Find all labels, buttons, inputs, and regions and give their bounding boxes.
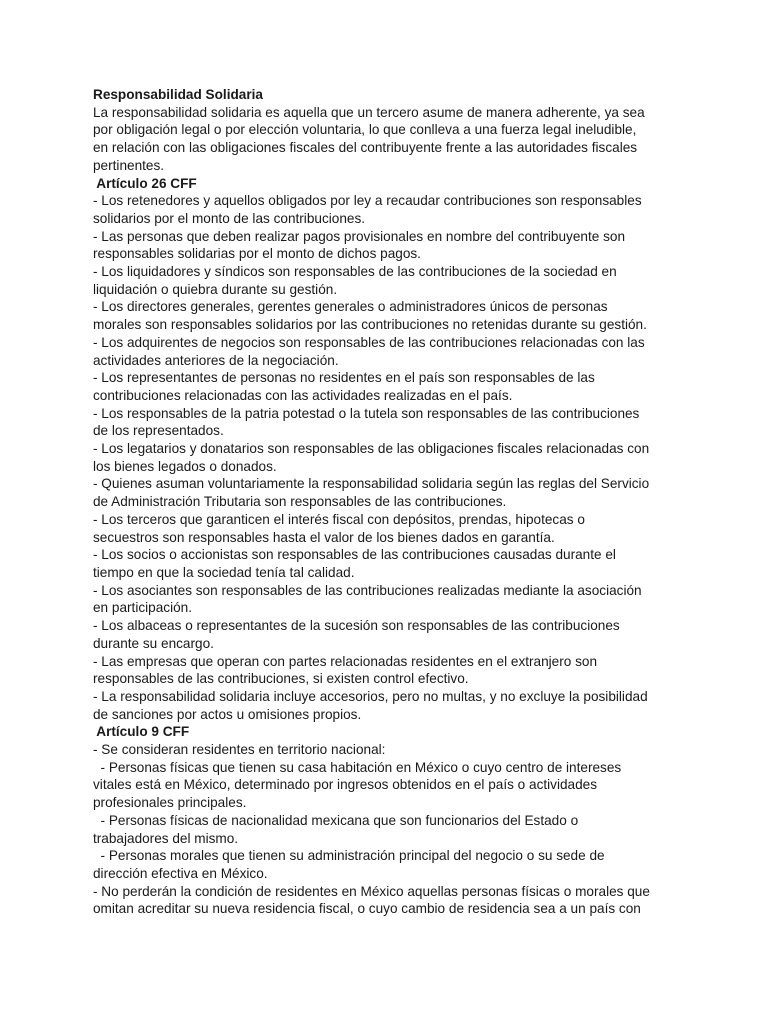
text-line: solidarios por el monto de las contribuciones. <box>93 210 366 226</box>
section-heading: Artículo 26 CFF <box>93 175 197 191</box>
text-line: vitales está en México, determinado por ingresos obtenidos en el país o actividades <box>93 777 598 793</box>
text-line: dirección efectiva en México. <box>93 865 268 881</box>
text-line: - Los asociantes son responsables de las contribuciones realizadas mediante la asociación <box>93 582 642 598</box>
text-line: en participación. <box>93 600 192 616</box>
text-line: - Los terceros que garanticen el interés fiscal con depósitos, prendas, hipotecas o <box>93 511 585 527</box>
text-line: - Personas morales que tienen su administración principal del negocio o su sede de <box>93 848 605 864</box>
text-line: tiempo en que la sociedad tenía tal calidad. <box>93 564 355 580</box>
text-line: - Los albaceas o representantes de la sucesión son responsables de las contribuciones <box>93 618 620 634</box>
text-line: - Los retenedores y aquellos obligados por ley a recaudar contribuciones son responsables <box>93 193 642 209</box>
text-line: contribuciones relacionadas con las actividades realizadas en el país. <box>93 387 513 403</box>
text-line: - Los adquirentes de negocios son responsables de las contribuciones relacionadas con las <box>93 334 645 350</box>
text-line: durante su encargo. <box>93 635 214 651</box>
text-line: pertinentes. <box>93 157 165 173</box>
text-line: de Administración Tributaria son responsables de las contribuciones. <box>93 494 507 510</box>
text-line: La responsabilidad solidaria es aquella que un tercero asume de manera adherente, ya sea <box>93 104 645 120</box>
text-line: de los representados. <box>93 423 224 439</box>
text-line: - Las personas que deben realizar pagos provisionales en nombre del contribuyente son <box>93 228 626 244</box>
text-line: responsables de las contribuciones, si existen control efectivo. <box>93 671 469 687</box>
text-line: - Se consideran residentes en territorio nacional: <box>93 742 386 758</box>
text-line: - Los responsables de la patria potestad o la tutela son responsables de las contribuciones <box>93 405 640 421</box>
text-line: - Los liquidadores y síndicos son responsables de las contribuciones de la sociedad en <box>93 264 617 280</box>
text-line: - No perderán la condición de residentes en México aquellas personas físicas o morales que <box>93 883 650 899</box>
text-line: - Quienes asuman voluntariamente la responsabilidad solidaria según las reglas del Servicio <box>93 476 650 492</box>
text-line: los bienes legados o donados. <box>93 458 277 474</box>
text-line: - Los legatarios y donatarios son responsables de las obligaciones fiscales relacionadas con <box>93 441 650 457</box>
text-line: por obligación legal o por elección voluntaria, lo que conlleva a una fuerza legal ineludible, <box>93 122 637 138</box>
text-line: en relación con las obligaciones fiscales del contribuyente frente a las autoridades fiscales <box>93 140 638 156</box>
text-line: de sanciones por actos u omisiones propios. <box>93 706 362 722</box>
text-line: - Las empresas que operan con partes relacionadas residentes en el extranjero son <box>93 653 598 669</box>
text-line: responsables solidarias por el monto de dichos pagos. <box>93 246 421 262</box>
text-line: profesionales principales. <box>93 795 247 811</box>
text-line: trabajadores del mismo. <box>93 830 239 846</box>
text-line: - Personas físicas que tienen su casa habitación en México o cuyo centro de intereses <box>93 759 622 775</box>
text-line: - Los directores generales, gerentes generales o administradores únicos de personas <box>93 299 608 315</box>
section-heading: Artículo 9 CFF <box>93 724 190 740</box>
text-line: - Personas físicas de nacionalidad mexicana que son funcionarios del Estado o <box>93 812 579 828</box>
text-line: - Los socios o accionistas son responsables de las contribuciones causadas durante el <box>93 547 616 563</box>
text-line: morales son responsables solidarios por las contribuciones no retenidas durante su gestión. <box>93 317 647 333</box>
text-line: actividades anteriores de la negociación. <box>93 352 339 368</box>
text-line: - Los representantes de personas no residentes en el país son responsables de las <box>93 370 595 386</box>
text-line: liquidación o quiebra durante su gestión. <box>93 281 338 297</box>
document-page <box>93 86 683 918</box>
text-line: - La responsabilidad solidaria incluye accesorios, pero no multas, y no excluye la posibilidad <box>93 688 648 704</box>
text-line: omitan acreditar su nueva residencia fiscal, o cuyo cambio de residencia sea a un país con <box>93 901 641 917</box>
section-heading: Responsabilidad Solidaria <box>93 87 263 102</box>
text-line: secuestros son responsables hasta el valor de los bienes dados en garantía. <box>93 529 555 545</box>
